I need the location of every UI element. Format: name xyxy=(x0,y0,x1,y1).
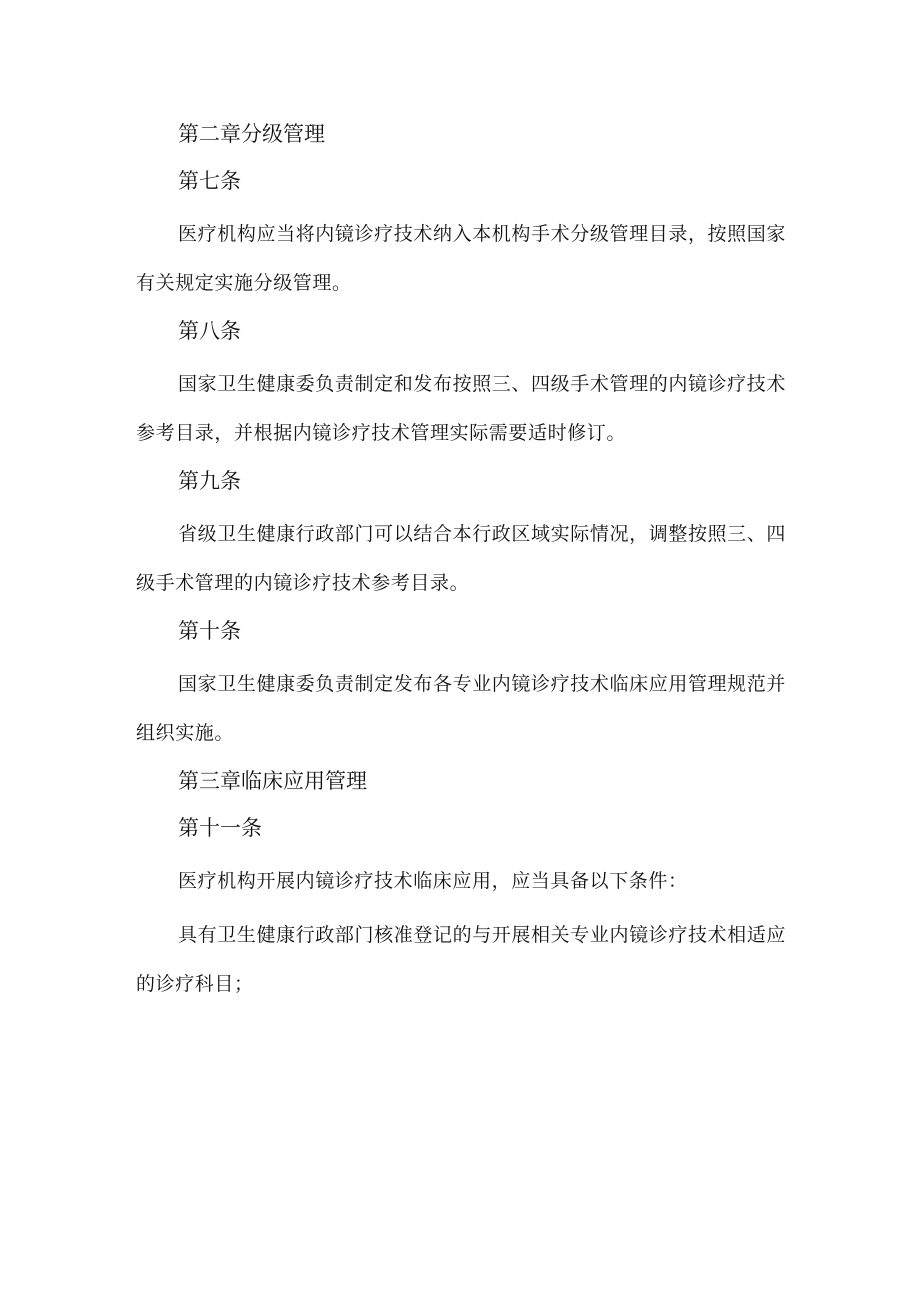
article-heading: 第十一条 xyxy=(178,816,262,840)
article-paragraph: 医疗机构开展内镜诊疗技术临床应用，应当具备以下条件： xyxy=(178,870,688,892)
article-heading: 第八条 xyxy=(178,319,241,343)
chapter-heading: 第二章分级管理 xyxy=(178,122,325,146)
article-paragraph: 具有卫生健康行政部门核准登记的与开展相关专业内镜诊疗技术相适应的诊疗科目； xyxy=(136,924,786,995)
article-paragraph: 国家卫生健康委负责制定发布各专业内镜诊疗技术临床应用管理规范并组织实施。 xyxy=(136,673,786,744)
article-paragraph: 医疗机构应当将内镜诊疗技术纳入本机构手术分级管理目录，按照国家有关规定实施分级管理。 xyxy=(136,223,786,294)
article-heading: 第十条 xyxy=(178,619,241,643)
document-body xyxy=(136,116,786,1014)
chapter-heading: 第三章临床应用管理 xyxy=(178,769,367,793)
article-heading: 第九条 xyxy=(178,469,241,493)
article-heading: 第七条 xyxy=(178,169,241,193)
article-paragraph: 省级卫生健康行政部门可以结合本行政区域实际情况，调整按照三、四级手术管理的内镜诊疗技术参考目录。 xyxy=(136,523,786,594)
article-paragraph: 国家卫生健康委负责制定和发布按照三、四级手术管理的内镜诊疗技术参考目录，并根据内镜诊疗技术管理实际需要适时修订。 xyxy=(136,373,786,444)
